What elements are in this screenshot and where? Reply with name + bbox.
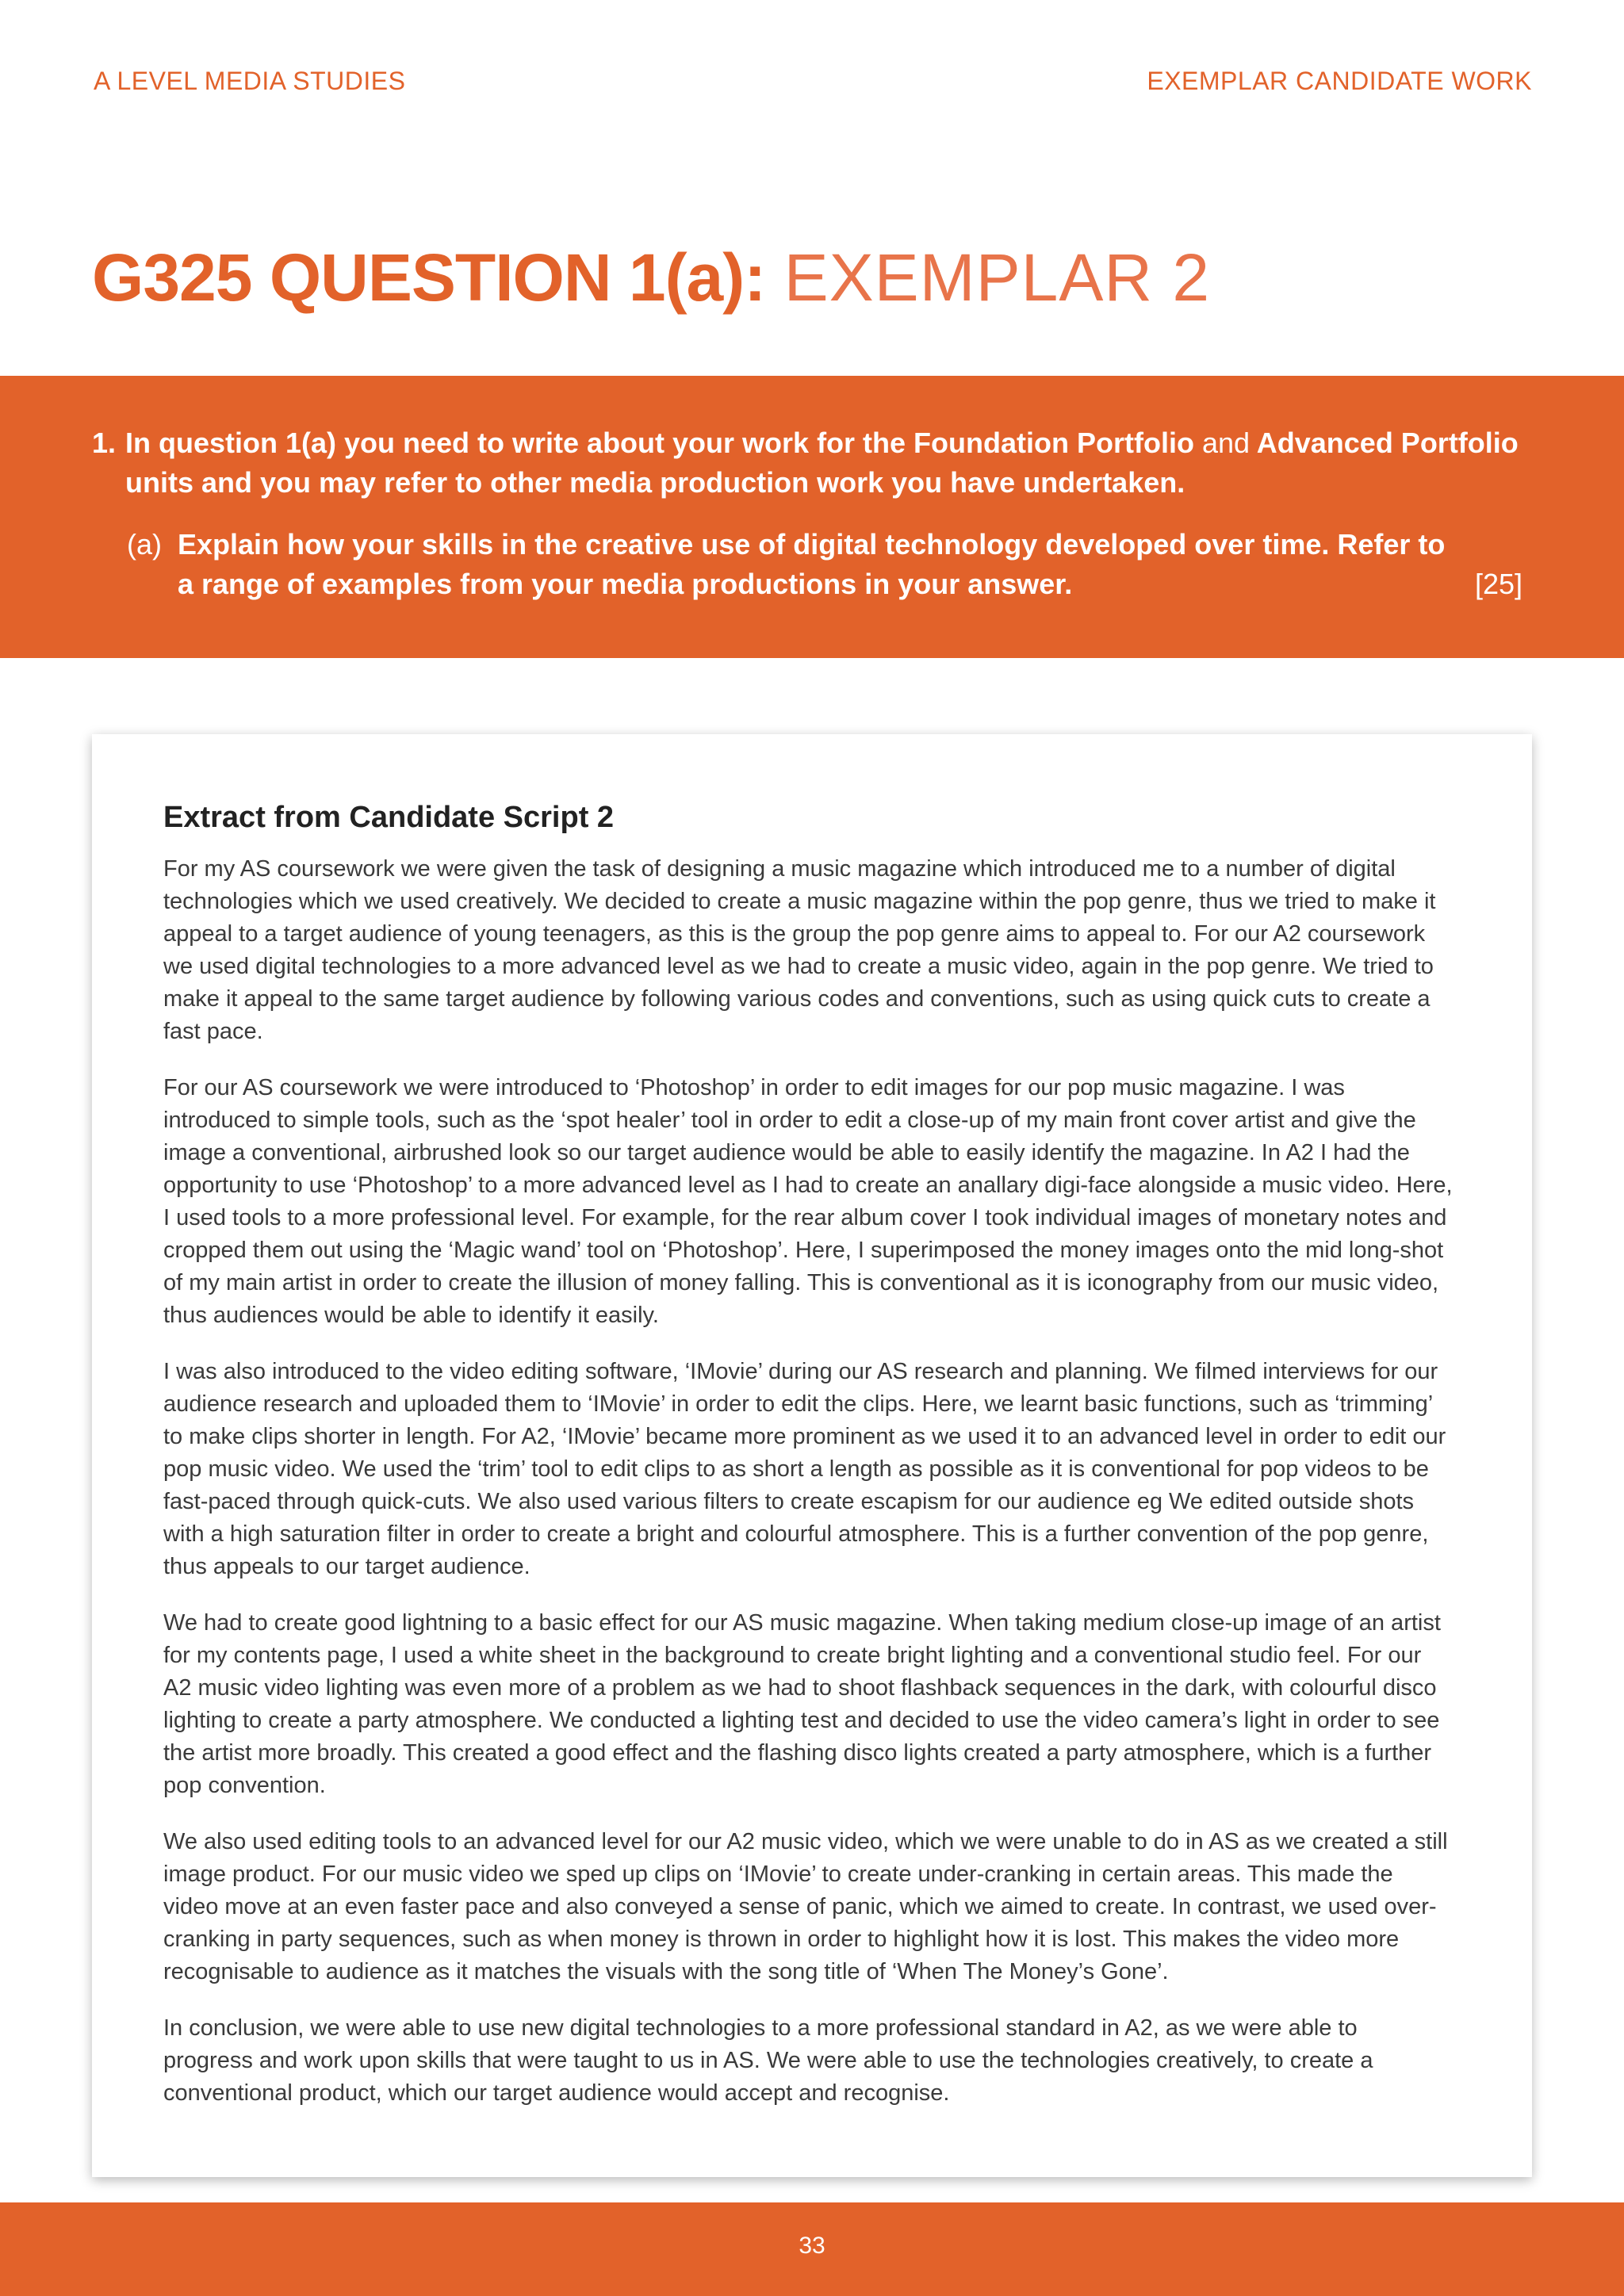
- script-paragraph: We had to create good lightning to a basic effect for our AS music magazine. When taking medium close-up image of an artist for my contents page, I used a white sheet in the background to create bright lighting and a conventional studio feel. For our A2 music video lighting was even more of a problem as we had to shoot flashback sequences in the dark, with colourful disco lighting to create a party atmosphere. We conducted a lighting test and decided to use the video camera’s light in order to see the artist more broadly. This created a good effect and the flashing disco lights created a party atmosphere, which is a further pop convention.: [163, 1610, 1441, 1798]
- script-paragraph: We also used editing tools to an advanced level for our A2 music video, which we were unable to do in AS as we created a still image product. For our music video we sped up clips on ‘IMovie’ to create under-cranking in certain areas. This made the video move at an even faster pace and also conveyed a sense of panic, which we aimed to create. In contrast, we used over-cranking in party sequences, such as when money is thrown in order to highlight how it is lost. This makes the video more recognisable to audience as it matches the visuals with the song title of ‘When The Money’s Gone’.: [163, 1829, 1448, 1984]
- page-title: [92, 238, 1210, 317]
- question-sub-letter: (a): [127, 528, 162, 561]
- candidate-script-card: [92, 734, 1532, 2177]
- question-sub-text: Explain how your skills in the creative use of digital technology developed over time. Refer to a range of examples from your media productions in your answer.: [178, 528, 1446, 600]
- title-question-label: G325 QUESTION 1(a):: [92, 240, 766, 315]
- script-paragraph: In conclusion, we were able to use new digital technologies to a more professional standard in A2, as we were able to progress and work upon skills that were taught to us in AS. We were able to use the technologies creatively, to create a conventional product, which our target audience would accept and recognise.: [163, 2015, 1373, 2106]
- title-exemplar-label: EXEMPLAR 2: [783, 240, 1211, 315]
- header-section: EXEMPLAR CANDIDATE WORK: [1147, 67, 1532, 95]
- header-subject: A LEVEL MEDIA STUDIES: [94, 67, 406, 95]
- script-paragraph: I was also introduced to the video editing software, ‘IMovie’ during our AS research and planning. We filmed interviews for our audience research and uploaded them to ‘IMovie’ in order to edit the clips. Here, we learnt basic functions, such as ‘trimming’ to make clips shorter in length. For A2, ‘IMovie’ became more prominent as we used it to an advanced level in order to edit our pop music video. We used the ‘trim’ tool to edit clips to as short a length as possible as it is conventional for pop videos to be fast-paced through quick-cuts. We also used various filters to create escapism for our audience eg We edited outside shots with a high saturation filter in order to create a bright and colourful atmosphere. This is a further convention of the pop genre, thus appeals to our target audience.: [163, 1359, 1446, 1579]
- question-main: [92, 423, 1551, 503]
- script-heading: Extract from Candidate Script 2: [163, 801, 615, 834]
- question-text-part1: In question 1(a) you need to write about your work for the Foundation Portfolio: [125, 427, 1194, 459]
- question-marks: [25]: [1474, 568, 1522, 600]
- question-sub: [127, 525, 1522, 604]
- question-number: 1.: [92, 427, 117, 459]
- footer-band: [0, 2202, 1624, 2296]
- question-text-part2: Advanced Portfolio units and you may refer to other media production work you have undertaken.: [125, 427, 1519, 499]
- question-band: [0, 376, 1624, 658]
- question-text-and: and: [1202, 427, 1251, 459]
- question-text: [92, 423, 1551, 503]
- script-paragraph: For my AS coursework we were given the task of designing a music magazine which introduced me to a number of digital technologies which we used creatively. We decided to create a music magazine within the pop genre, thus we tried to make it appeal to a target audience of young teenagers, as this is the group the pop genre aims to appeal to. For our A2 coursework we used digital technologies to a more advanced level as we had to create a music video, again in the pop genre. We tried to make it appeal to the same target audience by following various codes and conventions, such as using quick cuts to create a fast pace.: [163, 856, 1436, 1044]
- script-paragraph: For our AS coursework we were introduced to ‘Photoshop’ in order to edit images for our pop music magazine. I was introduced to simple tools, such as the ‘spot healer’ tool in order to edit a close-up of my main front cover artist and give the image a conventional, airbrushed look so our target audience would be able to easily identify the magazine. In A2 I had the opportunity to use ‘Photoshop’ to a more advanced level as I had to create an anallary digi-face alongside a music video. Here, I used tools to a more professional level. For example, for the rear album cover I took individual images of monetary notes and cropped them out using the ‘Magic wand’ tool on ‘Photoshop’. Here, I superimposed the money images onto the mid long-shot of my main artist in order to create the illusion of money falling. This is conventional as it is iconography from our music video, thus audiences would be able to identify it easily.: [163, 1075, 1453, 1328]
- page-number: 33: [799, 2233, 825, 2259]
